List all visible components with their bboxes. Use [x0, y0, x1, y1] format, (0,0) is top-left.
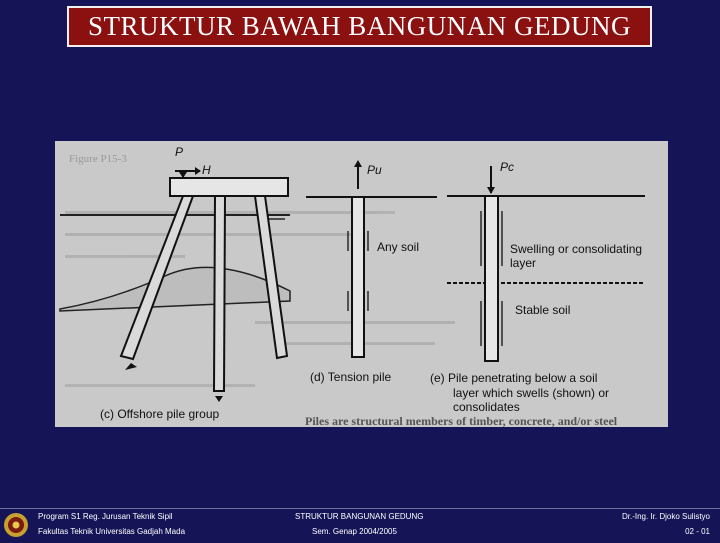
footer-page-number: 02 - 01 — [685, 527, 710, 536]
caption-offshore: (c) Offshore pile group — [100, 407, 220, 421]
caption-penetrating-3: consolidates — [453, 400, 520, 414]
footer-divider — [0, 508, 720, 509]
footer-semester: Sem. Genap 2004/2005 — [312, 527, 397, 536]
penetrating-pile — [430, 160, 645, 414]
load-pc-label: Pc — [500, 160, 515, 174]
any-soil-label: Any soil — [377, 240, 420, 254]
footer-course: STRUKTUR BANGUNAN GEDUNG — [295, 512, 424, 521]
caption-penetrating-2: layer which swells (shown) or — [453, 386, 610, 400]
university-logo — [3, 512, 29, 538]
load-p-label: P — [175, 145, 184, 159]
swelling-label-2: layer — [510, 256, 537, 270]
caption-tension: (d) Tension pile — [310, 370, 392, 384]
footer-faculty: Fakultas Teknik Universitas Gadjah Mada — [38, 527, 186, 536]
tension-pile — [306, 160, 437, 384]
footer-program: Program S1 Reg. Jurusan Teknik Sipil — [38, 512, 173, 521]
offshore-pile-group — [60, 145, 290, 421]
pile-diagram — [55, 141, 668, 427]
swelling-label-1: Swelling or consolidating — [510, 242, 643, 256]
load-pu-label: Pu — [367, 163, 382, 177]
load-h-label: H — [202, 163, 211, 177]
pile-types-figure — [55, 141, 668, 427]
slide-title: STRUKTUR BAWAH BANGUNAN GEDUNG — [67, 6, 652, 47]
caption-penetrating-1: (e) Pile penetrating below a soil — [430, 371, 598, 385]
bottom-scan-line: Piles are structural members of timber, concrete, and/or steel — [305, 414, 618, 427]
footer-author: Dr.-Ing. Ir. Djoko Sulistyo — [621, 512, 710, 521]
bg-figure-label: Figure P15-3 — [69, 153, 127, 165]
stable-soil-label: Stable soil — [515, 303, 571, 317]
